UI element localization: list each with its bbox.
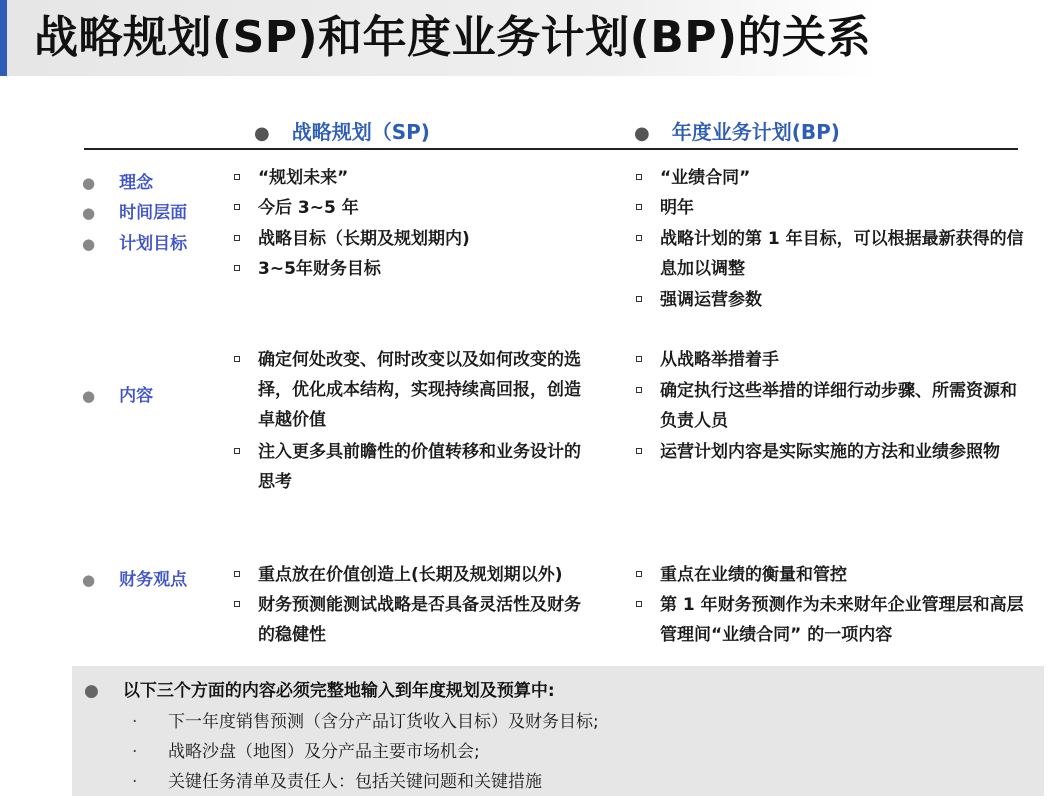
sp-item: 财务预测能测试战略是否具备灵活性及财务的稳健性 xyxy=(234,590,594,650)
column-header-sp xyxy=(254,116,430,145)
bp-item: 运营计划内容是实际实施的方法和业绩参照物 xyxy=(636,437,1026,467)
column-header-bp xyxy=(634,116,840,145)
bullet-icon: ● xyxy=(82,174,96,192)
bullet-icon: ● xyxy=(82,387,96,405)
slide-title: 战略规划(SP)和年度业务计划(BP)的关系 xyxy=(34,12,872,63)
bullet-icon: ● xyxy=(82,571,96,589)
summary-item: · 关键任务清单及责任人：包括关键问题和关键措施 xyxy=(132,772,542,792)
square-bullet-icon xyxy=(636,174,642,180)
bp-item: 重点在业绩的衡量和管控 xyxy=(636,560,1026,590)
square-bullet-icon xyxy=(636,235,642,241)
square-bullet-icon xyxy=(636,387,642,393)
square-bullet-icon xyxy=(636,204,642,210)
title-accent-bar xyxy=(0,0,7,76)
row-label-concept: ● 理念 xyxy=(82,173,154,193)
sp-item: 确定何处改变、何时改变以及如何改变的选择，优化成本结构，实现持续高回报，创造卓越价值 xyxy=(234,345,594,435)
bullet-icon: ● xyxy=(82,204,96,222)
row-label-finance: ● 财务观点 xyxy=(82,570,188,590)
square-bullet-icon xyxy=(234,448,240,454)
bp-item: “业绩合同” xyxy=(636,163,1026,193)
row-label-content: ● 内容 xyxy=(82,386,154,406)
square-bullet-icon xyxy=(636,571,642,577)
bp-item: 确定执行这些举措的详细行动步骤、所需资源和负责人员 xyxy=(636,376,1026,436)
sp-item: 注入更多具前瞻性的价值转移和业务设计的思考 xyxy=(234,437,594,497)
bp-item: 强调运营参数 xyxy=(636,285,1026,315)
column-header-bp-label: 年度业务计划(BP) xyxy=(671,120,840,144)
middot-icon: · xyxy=(132,712,138,732)
bullet-icon: ● xyxy=(84,681,99,701)
square-bullet-icon xyxy=(636,601,642,607)
square-bullet-icon xyxy=(234,174,240,180)
bullet-icon: ● xyxy=(254,123,270,144)
middot-icon: · xyxy=(132,742,138,762)
bullet-icon: ● xyxy=(634,123,650,144)
bp-item: 战略计划的第 1 年目标，可以根据最新获得的信息加以调整 xyxy=(636,224,1026,284)
row-label-timeframe: ● 时间层面 xyxy=(82,203,188,223)
header-divider xyxy=(84,148,1018,150)
square-bullet-icon xyxy=(234,204,240,210)
square-bullet-icon xyxy=(234,356,240,362)
bp-item: 第 1 年财务预测作为未来财年企业管理层和高层管理间“业绩合同” 的一项内容 xyxy=(636,590,1026,650)
middot-icon: · xyxy=(132,772,138,792)
square-bullet-icon xyxy=(636,356,642,362)
square-bullet-icon xyxy=(234,265,240,271)
square-bullet-icon xyxy=(636,296,642,302)
sp-item: 3~5年财务目标 xyxy=(234,254,594,284)
square-bullet-icon xyxy=(234,601,240,607)
column-header-sp-label: 战略规划（SP) xyxy=(291,120,430,144)
summary-heading: ● 以下三个方面的内容必须完整地输入到年度规划及预算中: xyxy=(84,681,555,701)
square-bullet-icon xyxy=(636,448,642,454)
bp-item: 从战略举措着手 xyxy=(636,345,1026,375)
square-bullet-icon xyxy=(234,235,240,241)
sp-item: 战略目标（长期及规划期内) xyxy=(234,224,594,254)
square-bullet-icon xyxy=(234,571,240,577)
sp-item: “规划未来” xyxy=(234,163,594,193)
bullet-icon: ● xyxy=(82,235,96,253)
summary-item: · 下一年度销售预测（含分产品订货收入目标）及财务目标; xyxy=(132,712,599,732)
summary-item: · 战略沙盘（地图）及分产品主要市场机会; xyxy=(132,742,480,762)
sp-item: 重点放在价值创造上(长期及规划期以外) xyxy=(234,560,594,590)
row-label-goals: ● 计划目标 xyxy=(82,234,188,254)
bp-item: 明年 xyxy=(636,193,1026,223)
sp-item: 今后 3~5 年 xyxy=(234,193,594,223)
